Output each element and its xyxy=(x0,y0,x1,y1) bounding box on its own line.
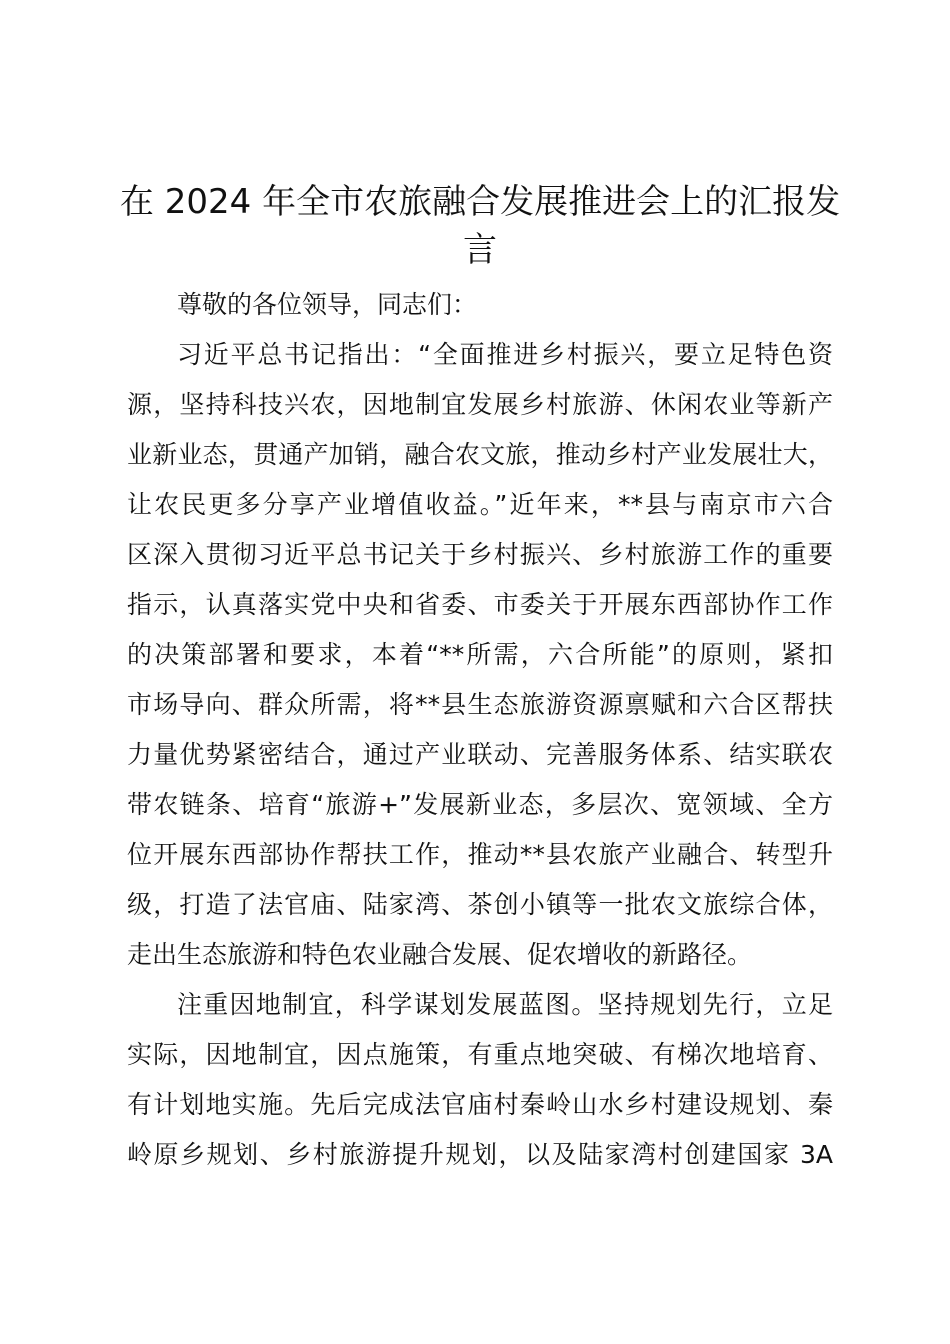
paragraph-line: 岭原乡规划、乡村旅游提升规划，以及陆家湾村创建国家 3A xyxy=(127,1140,833,1169)
paragraph-line: 有计划地实施。先后完成法官庙村秦岭山水乡村建设规划、秦 xyxy=(127,1090,833,1119)
document-title xyxy=(110,178,850,274)
paragraph-line: 业新业态，贯通产加销，融合农文旅，推动乡村产业发展壮大， xyxy=(127,440,833,469)
paragraph-line: 实际，因地制宜，因点施策，有重点地突破、有梯次地培育、 xyxy=(127,1040,833,1069)
paragraph-line: 指示，认真落实党中央和省委、市委关于开展东西部协作工作 xyxy=(127,590,833,619)
paragraph-line: 让农民更多分享产业增值收益。”近年来，**县与南京市六合 xyxy=(127,490,833,519)
paragraph-line: 源，坚持科技兴农，因地制宜发展乡村旅游、休闲农业等新产 xyxy=(127,390,833,419)
paragraph-line: 的决策部署和要求，本着“**所需，六合所能”的原则，紧扣 xyxy=(127,640,833,669)
paragraph-line: 位开展东西部协作帮扶工作，推动**县农旅产业融合、转型升 xyxy=(127,840,833,869)
paragraph-line: 级，打造了法官庙、陆家湾、茶创小镇等一批农文旅综合体， xyxy=(127,890,833,919)
paragraph-line: 区深入贯彻习近平总书记关于乡村振兴、乡村旅游工作的重要 xyxy=(127,540,833,569)
paragraph-line: 习近平总书记指出：“全面推进乡村振兴，要立足特色资 xyxy=(177,340,833,369)
paragraph-line: 走出生态旅游和特色农业融合发展、促农增收的新路径。 xyxy=(127,940,753,969)
paragraph-line: 力量优势紧密结合，通过产业联动、完善服务体系、结实联农 xyxy=(127,740,833,769)
paragraph-line: 注重因地制宜，科学谋划发展蓝图。坚持规划先行，立足 xyxy=(177,990,833,1019)
paragraph-line: 带农链条、培育“旅游+”发展新业态，多层次、宽领域、全方 xyxy=(127,790,833,819)
paragraph-line: 市场导向、群众所需，将**县生态旅游资源禀赋和六合区帮扶 xyxy=(127,690,833,719)
greeting: 尊敬的各位领导，同志们： xyxy=(177,290,478,319)
title-text: 在 2024 年全市农旅融合发展推进会上的汇报发言 xyxy=(119,182,841,270)
